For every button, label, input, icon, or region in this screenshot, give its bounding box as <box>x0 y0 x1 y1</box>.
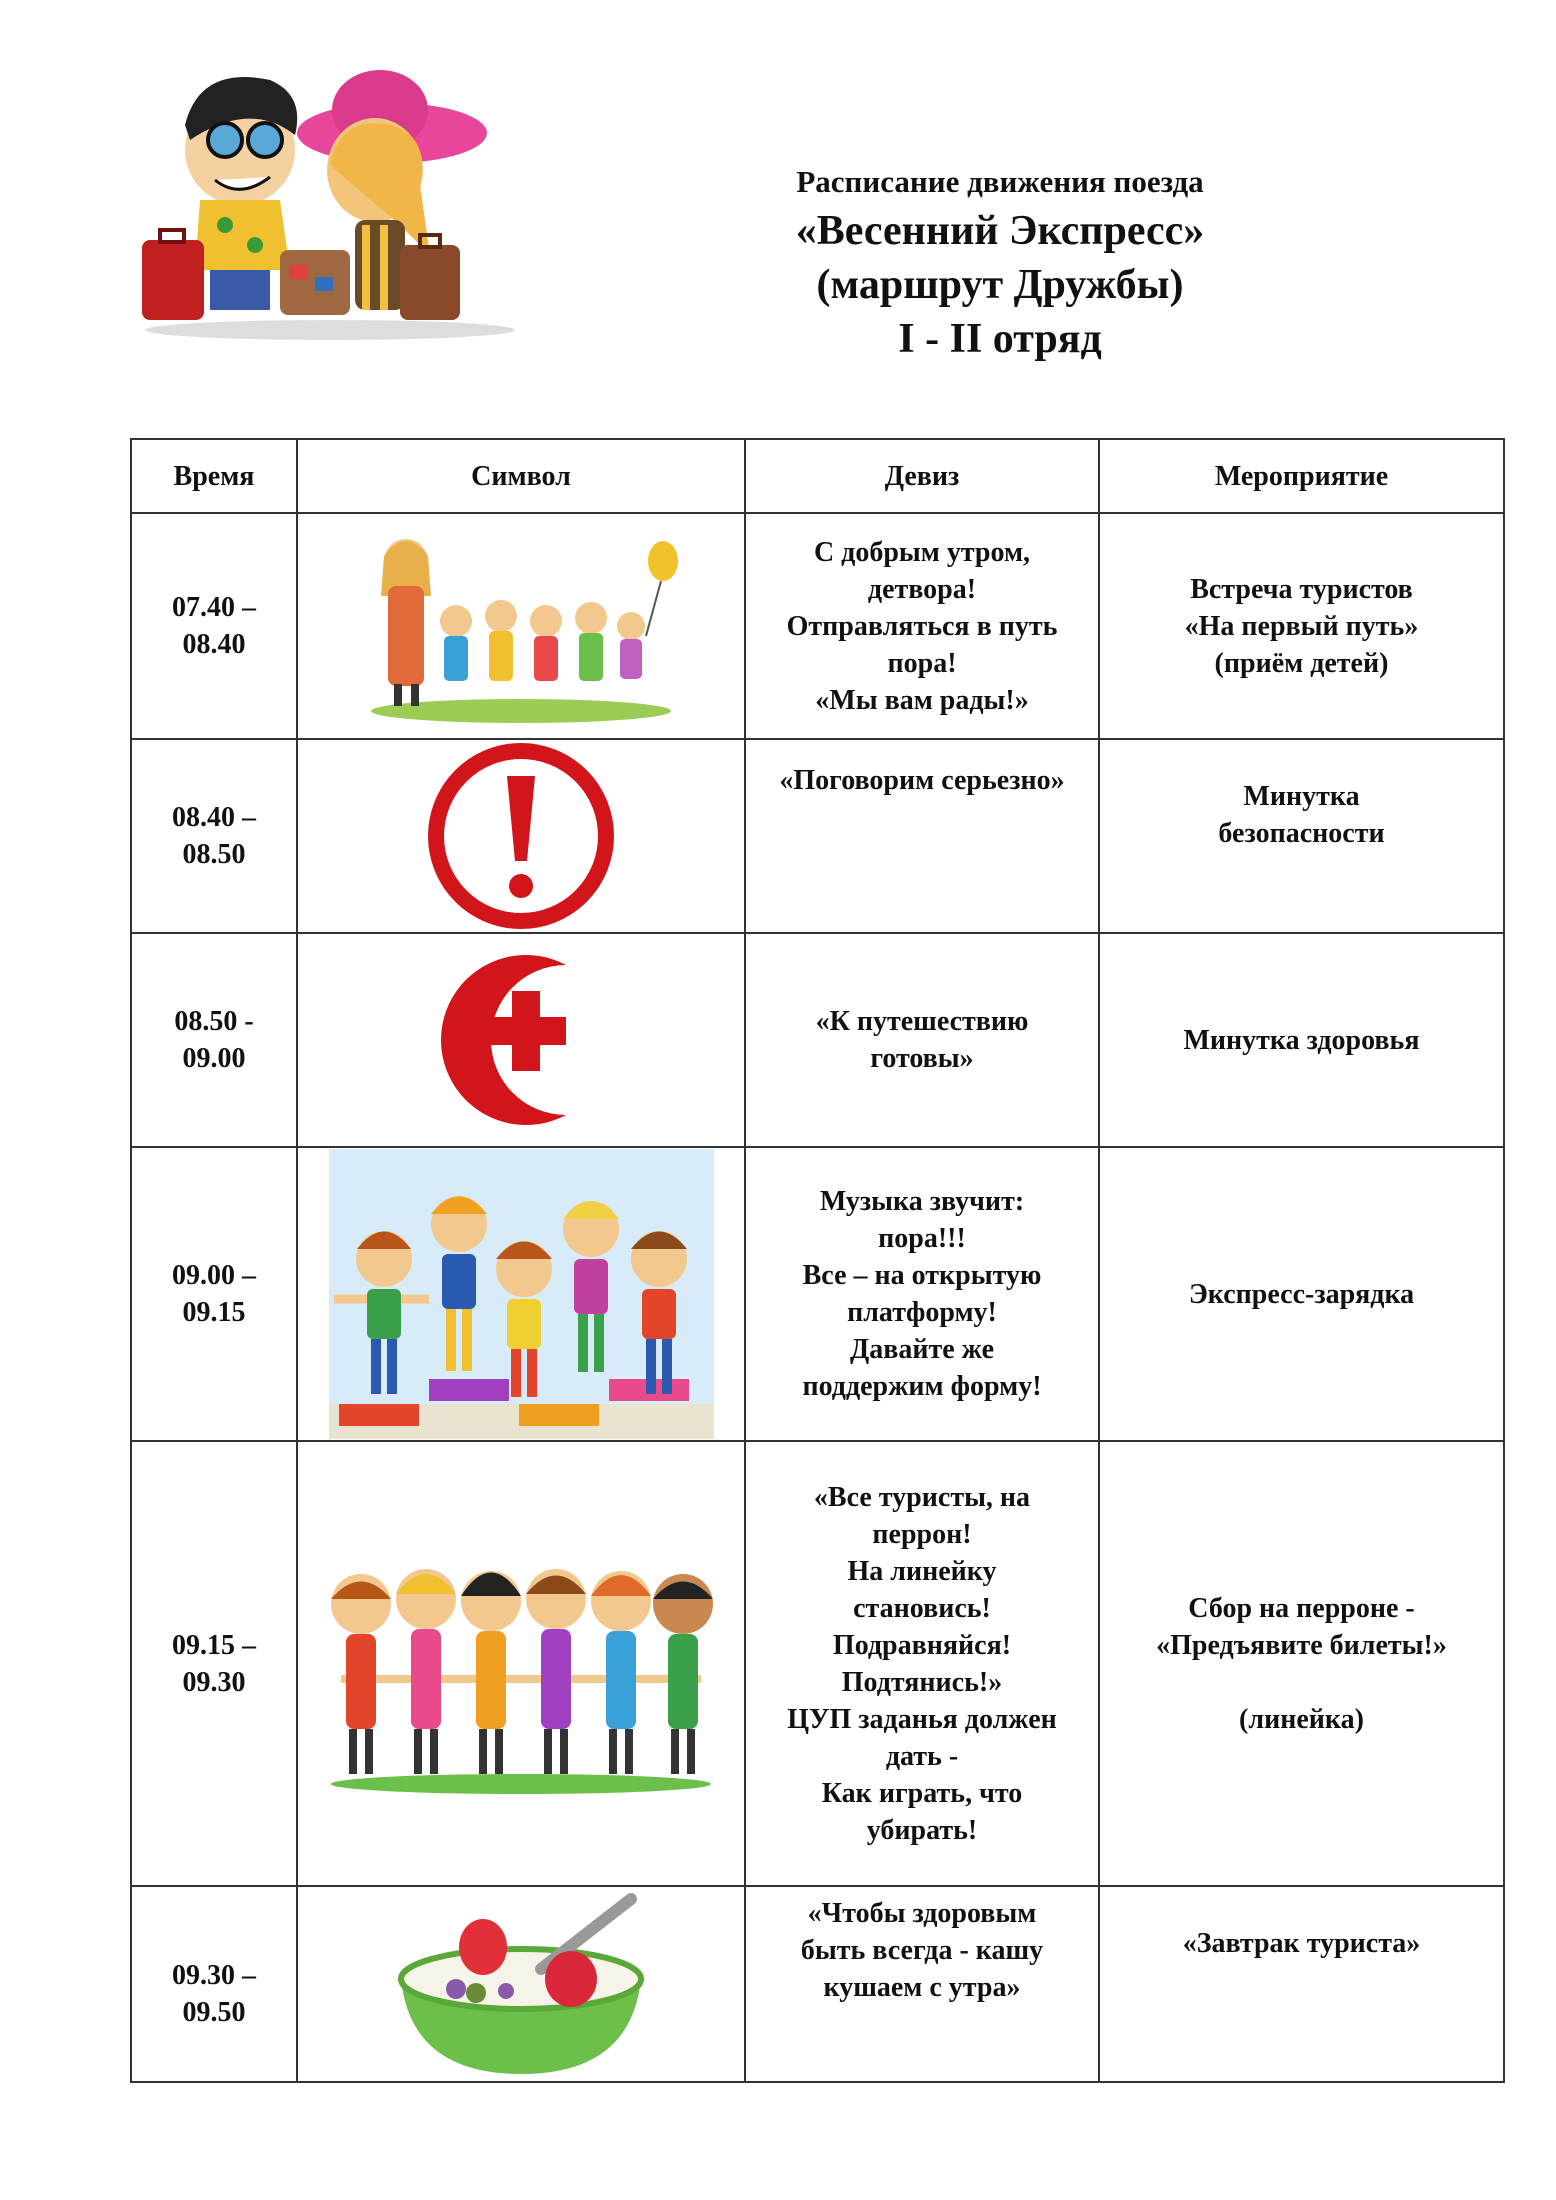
motto-cell <box>745 1147 1099 1441</box>
page-heading <box>700 160 1300 366</box>
event-line: Сбор на перроне - <box>1188 1592 1415 1624</box>
children-holding-hands-icon <box>321 1529 721 1799</box>
motto-line: Музыка звучит: <box>819 1186 1025 1217</box>
motto-line: Все – на открытую <box>802 1260 1042 1291</box>
motto-line: готовы» <box>870 1043 974 1074</box>
event-line: «На первый путь» <box>1184 610 1419 642</box>
header-event: Мероприятие <box>1099 439 1504 513</box>
event-line: Минутка <box>1243 781 1360 812</box>
motto-cell <box>745 1886 1099 2082</box>
table-header-row <box>131 439 1504 513</box>
motto-line: убирать! <box>866 1814 978 1846</box>
motto-line: кушаем с утра» <box>823 1972 1021 2003</box>
time-cell <box>131 513 297 739</box>
motto-line: «Чтобы здоровым <box>807 1898 1037 1929</box>
header-time: Время <box>131 439 297 513</box>
motto-line: Давайте же <box>849 1334 995 1365</box>
event-line: (приём детей) <box>1214 647 1389 679</box>
event-line: Экспресс-зарядка <box>1188 1278 1415 1310</box>
motto-line: пора!!! <box>878 1223 966 1254</box>
motto-line: С добрым утром, <box>813 536 1031 568</box>
motto-line: «К путешествию <box>815 1006 1029 1037</box>
teacher-with-children-icon <box>356 526 686 726</box>
time-start: 09.30 – <box>172 1960 256 1991</box>
header-motto: Девиз <box>745 439 1099 513</box>
time-end: 08.50 <box>182 839 246 870</box>
event-spacer <box>1100 1664 1503 1701</box>
symbol-cell <box>297 933 745 1147</box>
header-symbol: Символ <box>297 439 745 513</box>
motto-cell <box>745 1441 1099 1886</box>
symbol-cell <box>297 1147 745 1441</box>
event-cell <box>1099 739 1504 933</box>
motto-cell <box>745 739 1099 933</box>
motto-line: Подравняйся! <box>832 1629 1012 1661</box>
time-cell <box>131 933 297 1147</box>
exclamation-warning-icon <box>421 741 621 931</box>
motto-line: быть всегда - кашу <box>800 1935 1044 1966</box>
symbol-cell <box>297 739 745 933</box>
event-line: (линейка) <box>1239 1703 1364 1735</box>
motto-cell <box>745 513 1099 739</box>
time-cell <box>131 1147 297 1441</box>
time-end: 09.50 <box>182 1997 246 2028</box>
children-exercising-icon <box>329 1149 714 1439</box>
motto-line: перрон! <box>872 1518 972 1550</box>
motto-line: детвора! <box>867 573 977 605</box>
breakfast-bowl-icon <box>391 1889 651 2079</box>
motto-line: пора! <box>887 647 957 679</box>
heading-title: «Весенний Экспресс» <box>795 208 1205 254</box>
motto-line: становись! <box>853 1592 991 1624</box>
event-line: «Предъявите билеты!» <box>1156 1629 1447 1661</box>
time-end: 08.40 <box>182 629 246 660</box>
table-row <box>131 1886 1504 2082</box>
time-cell <box>131 1441 297 1886</box>
motto-line: Подтянись!» <box>841 1666 1003 1698</box>
time-cell <box>131 739 297 933</box>
symbol-cell <box>297 513 745 739</box>
table-row <box>131 739 1504 933</box>
motto-line: Как играть, что <box>821 1777 1023 1809</box>
motto-cell <box>745 933 1099 1147</box>
heading-subtitle: Расписание движения поезда <box>796 164 1204 199</box>
event-cell <box>1099 933 1504 1147</box>
schedule-table <box>130 438 1505 2083</box>
event-line: Встреча туристов <box>1190 573 1413 605</box>
heading-squad: I - II отряд <box>898 316 1102 362</box>
red-cross-icon <box>416 935 626 1145</box>
motto-line: «Все туристы, на <box>813 1481 1031 1513</box>
travelers-logo <box>130 55 530 345</box>
motto-line: «Поговорим серьезно» <box>779 765 1065 796</box>
motto-line: Отправляться в путь <box>786 610 1058 642</box>
time-start: 07.40 – <box>172 592 256 623</box>
time-start: 09.00 – <box>172 1260 256 1291</box>
time-start: 09.15 – <box>172 1629 256 1661</box>
event-cell <box>1099 1147 1504 1441</box>
table-row <box>131 1147 1504 1441</box>
event-line: «Завтрак туриста» <box>1182 1928 1421 1959</box>
table-row <box>131 1441 1504 1886</box>
motto-line: ЦУП заданья должен <box>787 1703 1057 1735</box>
event-cell <box>1099 513 1504 739</box>
time-end: 09.00 <box>182 1043 246 1074</box>
motto-line: На линейку <box>847 1555 997 1587</box>
symbol-cell <box>297 1886 745 2082</box>
motto-line: платформу! <box>847 1297 997 1328</box>
event-line: безопасности <box>1218 818 1385 849</box>
time-start: 08.40 – <box>172 802 256 833</box>
motto-line: поддержим форму! <box>802 1371 1042 1402</box>
travelers-icon <box>130 55 530 345</box>
event-cell <box>1099 1441 1504 1886</box>
event-cell <box>1099 1886 1504 2082</box>
table-row <box>131 933 1504 1147</box>
event-line: Минутка здоровья <box>1183 1024 1420 1056</box>
symbol-cell <box>297 1441 745 1886</box>
motto-line: «Мы вам рады!» <box>815 684 1029 716</box>
time-end: 09.30 <box>182 1666 246 1698</box>
time-end: 09.15 <box>182 1297 246 1328</box>
heading-route: (маршрут Дружбы) <box>816 262 1184 308</box>
time-cell <box>131 1886 297 2082</box>
motto-line: дать - <box>885 1740 959 1772</box>
time-start: 08.50 - <box>174 1006 254 1037</box>
table-row <box>131 513 1504 739</box>
